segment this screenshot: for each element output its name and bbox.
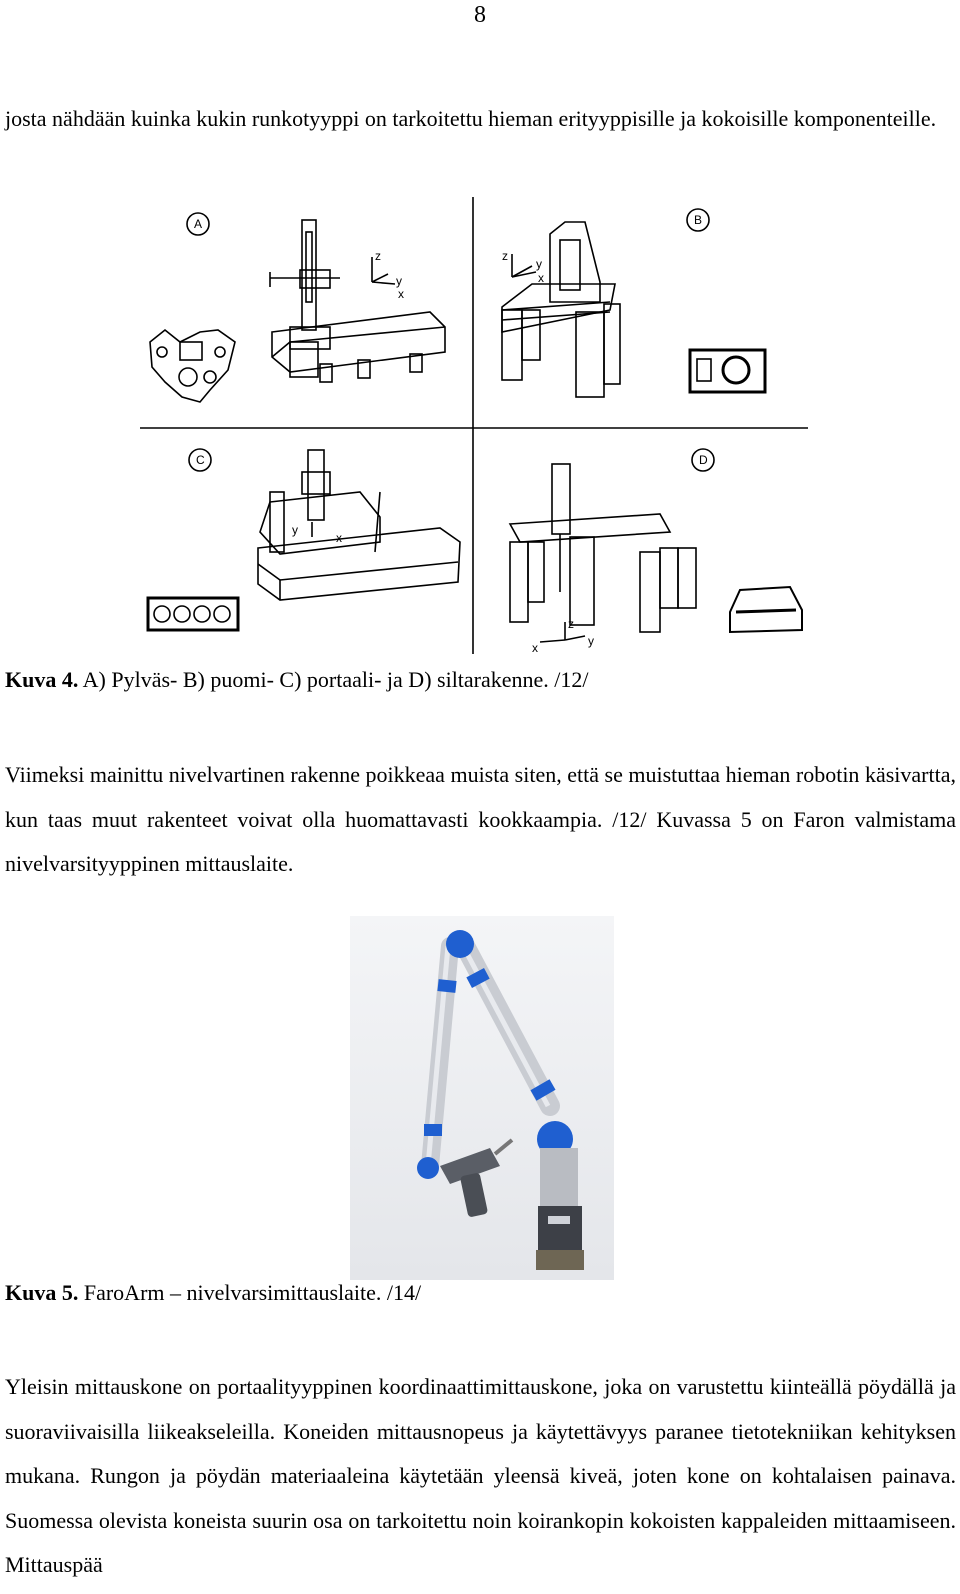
axis-label-z-a: z bbox=[375, 249, 381, 263]
axis-label-z-d: z bbox=[568, 617, 574, 631]
figure-5-caption-label: Kuva 5. bbox=[5, 1280, 79, 1305]
paragraph-arm: Viimeksi mainittu nivelvartinen rakenne poikkeaa muista siten, että se muistuttaa hieman robotin käsivartta, kun taas muut rakenteet voivat olla huomattavasti kookkaampia. /12/ Kuvassa 5 on Faron valmistama nivelvarsityyppinen mittauslaite. bbox=[5, 762, 956, 876]
figure-4-caption-text: A) Pylväs- B) puomi- C) portaali- ja D) siltarakenne. /12/ bbox=[78, 667, 589, 692]
figure-5-caption-text: FaroArm – nivelvarsimittauslaite. /14/ bbox=[78, 1280, 422, 1305]
figure-5-caption bbox=[5, 1278, 421, 1308]
axis-label-x-d: x bbox=[532, 641, 538, 655]
axis-label-z-b: z bbox=[502, 249, 508, 263]
axis-label-y-d: y bbox=[588, 634, 594, 648]
panel-a-column-structure bbox=[150, 213, 445, 402]
panel-b-cantilever-structure bbox=[502, 209, 765, 397]
figure-4-caption-label: Kuva 4. bbox=[5, 667, 79, 692]
axis-label-y-a: y bbox=[396, 274, 402, 288]
page-number: 8 bbox=[474, 2, 486, 28]
panel-label-d: D bbox=[699, 453, 708, 467]
paragraph-intro: josta nähdään kuinka kukin runkotyyppi on tarkoitettu hieman erityyppisille ja kokoisille komponenteille. bbox=[5, 106, 937, 131]
axis-label-y-b: y bbox=[536, 257, 542, 271]
panel-label-c: C bbox=[196, 453, 205, 467]
panel-c-gantry-structure bbox=[148, 449, 460, 630]
axis-label-y-c: y bbox=[292, 523, 298, 537]
figure-4-caption bbox=[5, 665, 589, 695]
panel-d-bridge-structure bbox=[510, 449, 802, 642]
panel-label-a: A bbox=[194, 217, 203, 231]
axis-label-x-a: x bbox=[398, 287, 404, 301]
axis-label-x-b: x bbox=[538, 271, 544, 285]
figure-4-cmm-structures bbox=[140, 192, 820, 662]
panel-label-b: B bbox=[694, 213, 703, 227]
figure-5-faroarm-photo bbox=[350, 916, 614, 1280]
axis-label-x-c: x bbox=[336, 531, 342, 545]
paragraph-gantry: Yleisin mittauskone on portaalityyppinen koordinaattimittauskone, joka on varustettu kiinteällä pöydällä ja suoraviivaisilla liikeakseleilla. Koneiden mittausnopeus ja käytettävyys paranee tietotekniikan kehityksen mukana. Rungon ja pöydän materiaaleina käytetään yleensä kiveä, joten kone on kohtalaisen painava. Suomessa olevista koneista suurin osa on tarkoitettu noin koirankopin kokoisten kappaleiden mittaamiseen. Mittauspää bbox=[5, 1374, 956, 1577]
